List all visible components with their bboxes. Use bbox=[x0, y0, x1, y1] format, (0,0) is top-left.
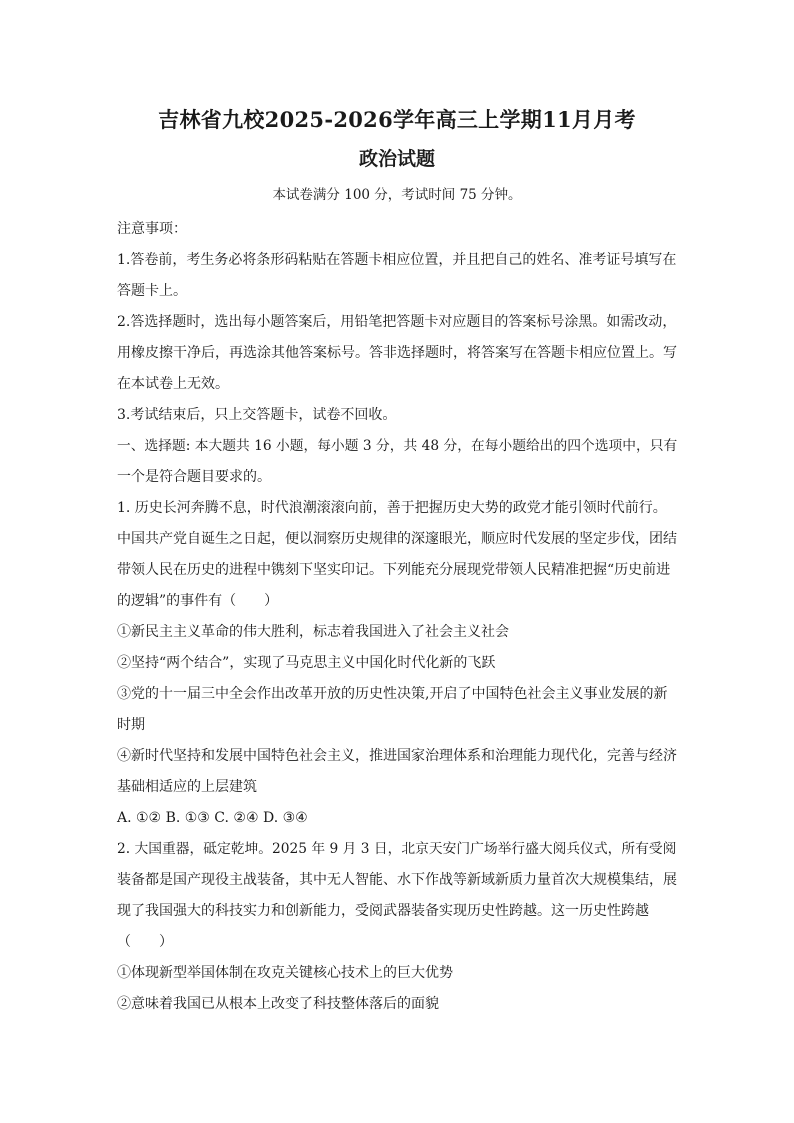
section-heading-cont: 一个是符合题目要求的。 bbox=[117, 469, 271, 485]
question-1-stem: 中国共产党自诞生之日起，便以洞察历史规律的深邃眼光，顺应时代发展的坚定步伐，团结 bbox=[117, 531, 677, 547]
notice-line: 用橡皮擦干净后，再选涂其他答案标号。答非选择题时，将答案写在答题卡相应位置上。写 bbox=[117, 345, 677, 361]
question-2-stem: 现了我国强大的科技实力和创新能力，受阅武器装备实现历史性跨越。这一历史性跨越 bbox=[117, 903, 649, 919]
exam-title: 吉林省九校2025-2026学年高三上学期11月月考 bbox=[158, 107, 636, 132]
question-1-option: ①新民主主义革命的伟大胜利，标志着我国进入了社会主义社会 bbox=[117, 624, 509, 640]
notice-heading: 注意事项： bbox=[117, 221, 187, 237]
question-1-option: ③党的十一届三中全会作出改革开放的历史性决策,开启了中国特色社会主义事业发展的新 bbox=[117, 686, 668, 702]
question-1-stem: 的逻辑”的事件有（ ） bbox=[117, 593, 279, 609]
exam-meta: 本试卷满分 100 分，考试时间 75 分钟。 bbox=[272, 187, 522, 203]
question-1-option: ②坚持“两个结合”，实现了马克思主义中国化时代化新的飞跃 bbox=[117, 655, 496, 671]
question-2-stem: （ ） bbox=[117, 934, 173, 950]
question-2-stem: 2. 大国重器，砥定乾坤。2025 年 9 月 3 日，北京天安门广场举行盛大阅兵仪式，所有受阅 bbox=[117, 841, 677, 857]
question-1-stem: 1. 历史长河奔腾不息，时代浪潮滚滚向前，善于把握历史大势的政党才能引领时代前行。 bbox=[117, 500, 667, 516]
question-1-answers: A. ①② B. ①③ C. ②④ D. ③④ bbox=[117, 810, 308, 826]
notice-line: 3.考试结束后，只上交答题卡，试卷不回收。 bbox=[117, 407, 397, 423]
exam-subtitle: 政治试题 bbox=[358, 148, 435, 170]
notice-line: 2.答选择题时，选出每小题答案后，用铅笔把答题卡对应题目的答案标号涂黑。如需改动， bbox=[117, 314, 677, 330]
question-1-stem: 带领人民在历史的进程中镌刻下坚实印记。下列能充分展现党带领人民精准把握“历史前进 bbox=[117, 562, 671, 578]
notice-line: 答题卡上。 bbox=[117, 283, 187, 299]
notice-line: 在本试卷上无效。 bbox=[117, 376, 229, 392]
question-2-option: ①体现新型举国体制在攻克关键核心技术上的巨大优势 bbox=[117, 965, 453, 981]
exam-body bbox=[117, 214, 683, 1020]
notice-line: 1.答卷前，考生务必将条形码粘贴在答题卡相应位置，并且把自己的姓名、准考证号填写在 bbox=[117, 252, 677, 268]
question-2-stem: 装备都是国产现役主战装备，其中无人智能、水下作战等新域新质力量首次大规模集结，展 bbox=[117, 872, 677, 888]
section-heading: 一、选择题: 本大题共 16 小题，每小题 3 分，共 48 分，在每小题给出的四个选项中，只有 bbox=[117, 438, 678, 454]
question-1-option: 时期 bbox=[117, 717, 145, 733]
question-1-option: ④新时代坚持和发展中国特色社会主义，推进国家治理体系和治理能力现代化，完善与经济 bbox=[117, 748, 677, 764]
question-2-option: ②意味着我国已从根本上改变了科技整体落后的面貌 bbox=[117, 996, 439, 1012]
question-1-option: 基础相适应的上层建筑 bbox=[117, 779, 257, 795]
